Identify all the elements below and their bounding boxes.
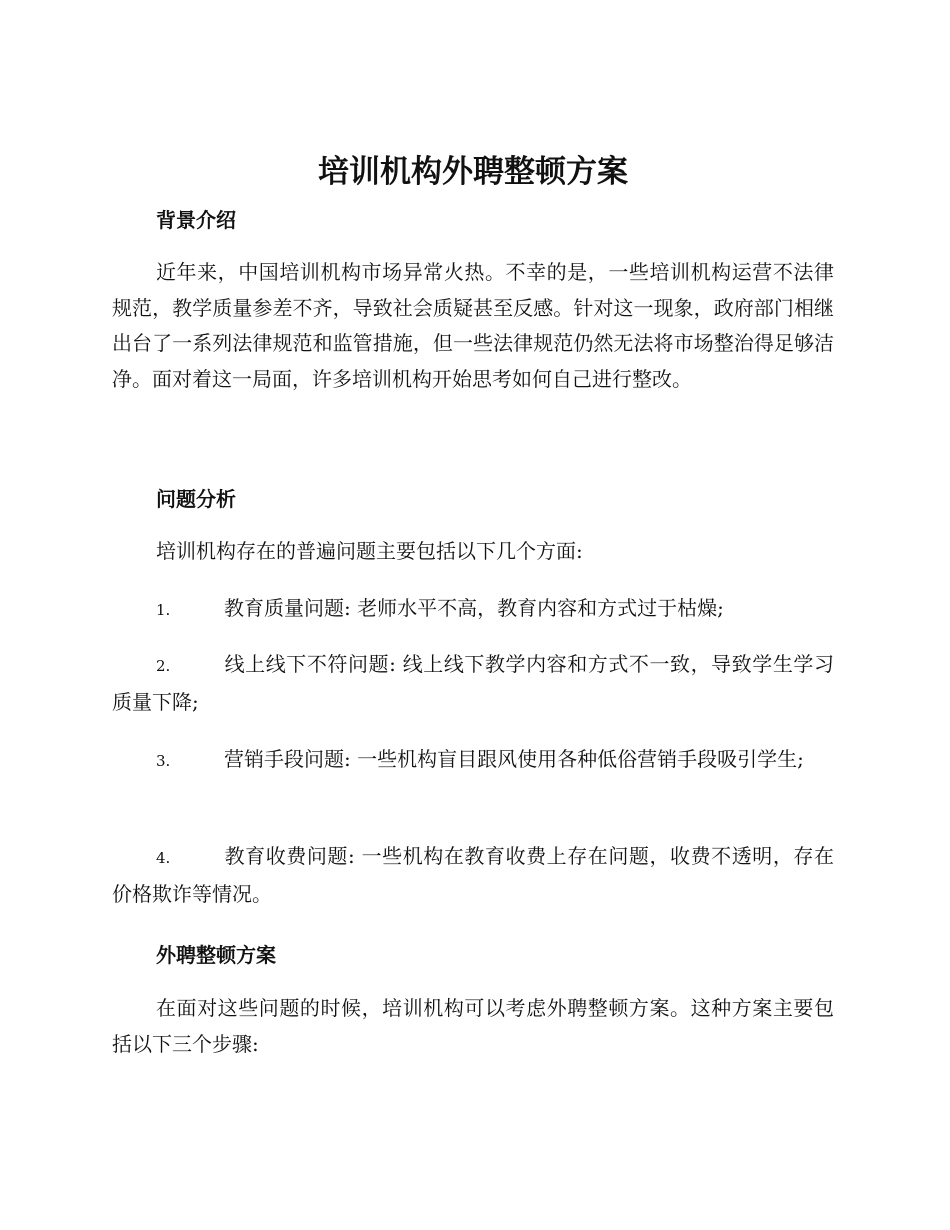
- list-item: [112, 839, 834, 912]
- list-item-number: 1.: [156, 601, 171, 619]
- document-title: 培训机构外聘整顿方案: [318, 154, 628, 190]
- list-item: [112, 591, 834, 629]
- list-item-number: 3.: [156, 752, 171, 770]
- background-paragraph: 近年来，中国培训机构市场异常火热。不幸的是，一些培训机构运营不法律规范，教学质量参差不齐，导致社会质疑甚至反感。针对这一现象，政府部门相继出台了一系列法律规范和监管措施，但一些法律规范仍然无法将市场整治得足够洁净。面对着这一局面，许多培训机构开始思考如何自己进行整改。: [112, 260, 834, 391]
- outsourced-rectification-paragraph: 在面对这些问题的时候，培训机构可以考虑外聘整顿方案。这种方案主要包括以下三个步骤:: [112, 996, 834, 1056]
- list-item-text: 教育质量问题: 老师水平不高，教育内容和方式过于枯燥;: [224, 596, 724, 620]
- list-item-number: 4.: [156, 849, 171, 867]
- list-item-text: 线上线下不符问题: 线上线下教学内容和方式不一致，导致学生学习质量下降;: [112, 652, 834, 714]
- list-item-number: 2.: [156, 657, 171, 675]
- section-heading-problem-analysis: 问题分析: [156, 487, 236, 511]
- section-heading-outsourced-rectification: 外聘整顿方案: [156, 943, 276, 967]
- problem-analysis-intro: 培训机构存在的普遍问题主要包括以下几个方面:: [156, 539, 583, 563]
- section-heading-background: 背景介绍: [156, 208, 236, 232]
- list-item-text: 教育收费问题: 一些机构在教育收费上存在问题，收费不透明，存在价格欺诈等情况。: [112, 844, 834, 906]
- list-item-text: 营销手段问题: 一些机构盲目跟风使用各种低俗营销手段吸引学生;: [224, 747, 804, 771]
- list-item: [112, 647, 834, 720]
- list-item: [112, 742, 834, 780]
